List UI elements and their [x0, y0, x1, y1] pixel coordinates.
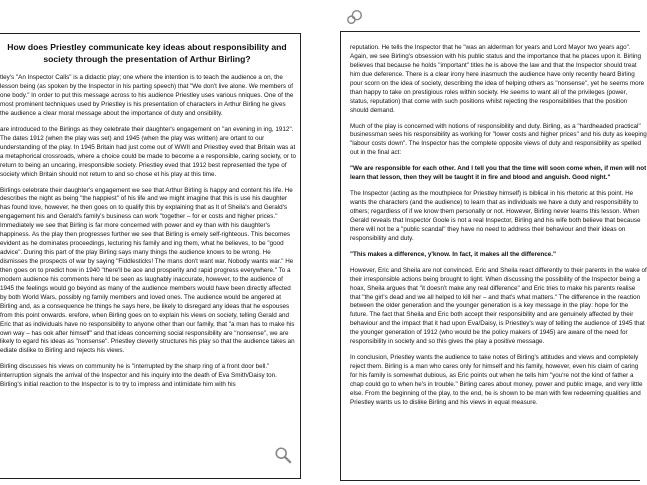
paragraph-inspector-rhetoric: The Inspector (acting as the mouthpiece for Priestley himself) is biblical in his rhetoric at this point. He wants the characters (and the audience) to learn that as individuals we have a duty and responsibility to others; regardless of if we know them personally or not. However, Birling never learns this lesson. When Gerald reveals that Inspector Goole is not a real Inspector, Birling and his wife both believe that because there will not be a "public scandal" they have no need to address their behaviour and their ideas on responsibility and duty.	[350, 190, 641, 242]
paragraph-celebration: Birlings celebrate their daughter's engagement we see that Arthur Birling is happy and content his life. He describes the night as being "the happiest" of his life and we might imagine that this is use his daughter has found love, however, he then goes on to qualify this by explaining that as lt of Sheila's and Gerald's engagement his and Gerald's family's business can work "together – for er costs and higher prices." Immediately we see that Birling is far more concerned with power and ey than with his daughter's happiness. As the play then progresses further we see that Birling is emely self-righteous. This becomes evident as he dominates proceedings, lecturing his family and ing them, what he believes, to be "good advice". During this part of the play Birling says many things the audience knows to be wrong. He dismisses the prospects of war by saying "Fiddlesticks! The mans don't want war. Nobody wants war." He then goes on to predict how in 1940 "there'll be ace and prosperity and rapid progress everywhere." To a modern audience his comments here ld be seen as laughably inaccurate, however, to the audience of 1945 the feelings would go beyond as many of the audience members would have been directly affected by both World Wars, possibly ng family members and loved ones. The audience would be angered at Birling and, as a consequence he things he says here, be likely to disregard any ideas that he espouses from this point onwards. erefore, when Birling goes on to explain his views on society, telling Gerald and Eric that as individuals have no responsibility to anyone other than our family, that "a man has to make his own way – has ook after himself" and that ideas concerning social responsibility are "nonsense", we are likely to egard his ideas as "nonsense". Priestley cleverly structures his play so that the audience takes an ediate dislike to Birling and rejects his views.	[0, 186, 295, 355]
page-content	[350, 44, 647, 415]
quote-birling: "This makes a difference, y'know. In fact, it makes all the difference."	[350, 250, 557, 258]
paragraph-younger-generation: However, Eric and Sheila are not convinced. Eric and Sheila react differently to their parents in the wake of their irresponsible actions being brought to light. When discussing the possibility of the Inspector being a hoax, Sheila argues that "it doesn't make any real difference" and Eric tries to make his parents realise that "the girl's dead and we all helped to kill her – and that's what matters." The difference in the reaction between the older generation and the younger generation is a key message in the play: hope for the future. The fact that Sheila and Eric both accept their responsibility and are genuinely affected by their behaviour and the impact that it had upon Eva/Daisy, is Priestley's way of telling the audience of 1945 that the younger generation of 1912 (who would be the policy makers of 1945) are aware of the need for responsibility in society and so this gives the play a positive message.	[350, 266, 647, 346]
magnifying-glass-icon[interactable]	[274, 446, 292, 464]
document-page-left	[0, 0, 313, 485]
paragraph-reputation: reputation. He tells the Inspector that he "was an alderman for years and Lord Mayor two years ago". Again, we see Birling's obsession with his public status and the importance that he places upon it. Birling believes that because he holds "important" titles he is above the law and that the Inspector should treat him due deference. There is a clear irony here inasmuch the audience have only recently heard Birling pour scorn on the idea of society, describing the idea of helping others as "nonsense", yet he seems more than happy to take on prestigious roles within society. He seems to want all of the privileges (power, status, reputation) that come with such positions whilst rejecting the responsibilities that the position should demand.	[350, 44, 645, 114]
essay-title: How does Priestley communicate key ideas about responsibility and society through the presentation of Arthur Birling?	[7, 42, 287, 64]
paragraph-intro: tley's "An Inspector Calls" is a didactic play; one where the intention is to teach the audience a on, the lesson being (as spoken by the Inspector in his parting speech) that "We don't live alone. We members of one body." In order to put this message across to his audience Priestley uses various nniques. One of the most prominent techniques used by Priestley is his presentation of characters in Arthur Birling he gives the audience a clear moral message about the importance of duty and onsibility.	[0, 74, 294, 117]
page-gap	[313, 0, 323, 485]
paragraph-interruption: Birling discusses his views on community he is "interrupted by the sharp ring of a front door bell." interruption signals the arrival of the Inspector and his inquiry into the death of Eva Smith/Daisy ton. Birling's initial reaction to the Inspector is to try to impress and intimidate him with his	[0, 363, 277, 389]
magnifying-glass-icon[interactable]	[346, 8, 364, 26]
paragraph-conclusion: In conclusion, Priestley wants the audience to take notes of Birling's attitudes and views and completely reject them. Birling is a man who cares only for himself and his family, however, even his claim of caring for his family is somewhat dubious, as Eric points out when he tells him "you're not the kind of father a chap could go to when he's in trouble." Birling cares about money, power and public image, and very little else. From the beginning of the play, to the end, he is shown to be man with few redeeming qualities and Priestley wants us to dislike Birling and his views in equal measure.	[350, 354, 643, 406]
paragraph-responsibility: Much of the play is concerned with notions of responsibility and duty. Birling, as a "hardheaded practical" businessman sees his responsibility as working for "lower costs and higher prices" and his duty as keeping "labour costs down". The Inspector has the complete opposite views of duty and responsibility as spelled out in the final act:	[350, 122, 647, 157]
page-content	[0, 42, 296, 397]
quote-inspector: "We are responsible for each other. And I tell you that the time will soon come when, if men will not learn that lesson, then they will be taught it in fire and blood and anguish. Good night."	[350, 165, 647, 182]
paragraph-context: are introduced to the Birlings as they celebrate their daughter's engagement on "an evening in ing, 1912". The dates 1912 (when the play was set) and 1945 (when the play was written) are ortant to our understanding of the play. In 1945 Britain had just come out of WWII and Priestley eved that Britain was at a metaphorical crossroads, where a choice could be made to become a e responsible, caring society, or to return to being an uncaring, irresponsible society. Priestley eved that 1912 best represented the type of society which Britain should not return to and so chose et his play at this time.	[0, 125, 296, 178]
document-page-right	[323, 0, 647, 485]
